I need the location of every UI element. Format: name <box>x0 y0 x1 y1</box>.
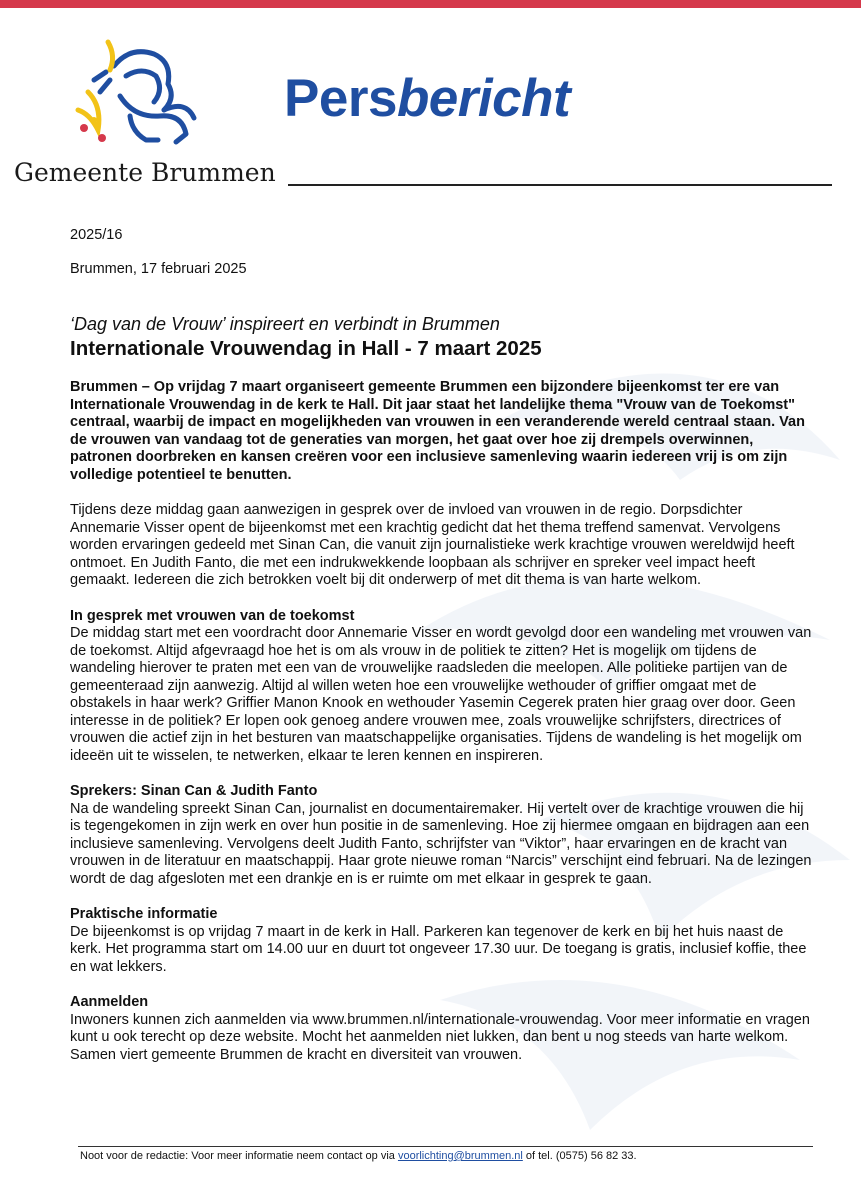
lead-paragraph: Brummen – Op vrijdag 7 maart organiseert gemeente Brummen een bijzondere bijeenkomst ter ere van Internationale Vrouwendag in de kerk te Hall. Dit jaar staat het landelijke thema "Vrouw van de Toekomst" centraal, waarbij de impact en mogelijkheden van vrouwen in een veranderende wereld centraal staan. Van de vrouwen van vandaag tot de generaties van morgen, het gaat over hoe zij drempels overwinnen, patronen doorbreken en kansen creëren voor een inclusieve samenleving waarin iedereen vrij is om zijn volledige potentieel te benutten. <box>70 379 805 483</box>
section-text: De bijeenkomst is op vrijdag 7 maart in de kerk in Hall. Parkeren kan tegenover de kerk en bij het huis naast de kerk. Het programma start om 14.00 uur en duurt tot ongeveer 17.30 uur. De toegang is gratis, inclusief koffie, thee en wat lekkers. <box>70 923 807 975</box>
article-body <box>70 379 814 1082</box>
editor-note <box>80 1150 637 1162</box>
persbericht-heading <box>284 68 570 129</box>
section-heading: Sprekers: Sinan Can & Judith Fanto <box>70 783 318 799</box>
footer-phone: of tel. (0575) 56 82 33. <box>522 1150 637 1162</box>
section <box>70 994 814 1064</box>
document-number: 2025/16 <box>70 227 123 243</box>
section-heading: Aanmelden <box>70 994 149 1010</box>
section <box>70 906 814 976</box>
footer-divider <box>78 1146 813 1147</box>
section-text: Na de wandeling spreekt Sinan Can, journalist en documentairemaker. Hij vertelt over de krachtige vrouwen die hij is tegengekomen in zijn werk en over hun positie in de samenleving. Hoe zij hiermee omgaan en bijdragen aan een inclusieve samenleving. Vervolgens deelt Judith Fanto, schrijfster van “Viktor”, haar ervaringen en de kracht van vrouwen in de literatuur en maatschappij. Haar grote nieuwe roman “Narcis” verschijnt eind februari. Na de lezingen wordt de dag afgesloten met een drankje en is er ruimte om met elkaar in gesprek te gaan. <box>70 800 812 887</box>
heading-part-2: bericht <box>396 69 571 128</box>
top-accent-bar <box>0 0 861 8</box>
section-heading: In gesprek met vrouwen van de toekomst <box>70 607 355 624</box>
section-heading: Praktische informatie <box>70 906 218 922</box>
section-text: De middag start met een voordracht door Annemarie Visser en wordt gevolgd door een wandeling met vrouwen van de toekomst. Altijd afgevraagd hoe het is om als vrouw in de politiek te zitten? Het is mogelijk om tijdens de wandeling hierover te praten met een van de vrouwelijke raadsleden die meelopen. Alle politieke partijen van de gemeenteraad zijn aanwezig. Altijd al willen weten hoe een vrouwelijke wethouder of griffier omgaat met de obstakels in haar werk? Griffier Manon Knook en wethouder Yasemin Cegerek praten hier graag over door. Geen interesse in de politiek? Er lopen ook genoeg andere vrouwen mee, zoals vrouwelijke schrijfsters, directrices of vrouwen die actief zijn in het besturen van maatschappelijke organisaties. Tijdens de wandeling is het mogelijk om ideeën uit te wisselen, te netwerken, elkaar te leren kennen en inspireren. <box>70 625 812 764</box>
dateline: Brummen, 17 februari 2025 <box>70 261 247 277</box>
article-subtitle: ‘Dag van de Vrouw’ inspireert en verbindt in Brummen <box>70 314 500 334</box>
article-title: Internationale Vrouwendag in Hall - 7 maart 2025 <box>70 337 542 360</box>
section-text: Inwoners kunnen zich aanmelden via www.brummen.nl/internationale-vrouwendag. Voor meer informatie en vragen kunt u ook terecht op deze website. Mocht het aanmelden niet lukken, dan bent u nog steeds van harte welkom. Samen viert gemeente Brummen de kracht en diversiteit van vrouwen. <box>70 1011 810 1063</box>
lion-logo-icon <box>72 36 202 148</box>
contact-email-link[interactable]: voorlichting@brummen.nl <box>397 1150 523 1162</box>
section <box>70 608 814 766</box>
section <box>70 783 814 888</box>
intro-paragraph: Tijdens deze middag gaan aanwezigen in gesprek over de invloed van vrouwen in de regio. Dorpsdichter Annemarie Visser opent de bijeenkomst met een krachtig gedicht dat het thema treffend samenvat. Vervolgens worden ervaringen gedeeld met Sinan Can, die vanuit zijn journalistieke werk krachtige vrouwen wereldwijd heeft ontmoet. En Judith Fanto, die met een indrukwekkende loopbaan als schrijver en spreker veel impact heeft gemaakt. Iedereen die zich betrokken voelt bij dit onderwerp of met dit thema is van harte welkom. <box>70 502 795 588</box>
gemeente-brummen-logo <box>12 36 276 196</box>
heading-part-1: Pers <box>284 69 397 128</box>
heading-divider <box>288 184 832 186</box>
logo-text: Gemeente Brummen <box>14 158 276 187</box>
footer-text: Noot voor de redactie: Voor meer informatie neem contact op via <box>80 1150 398 1162</box>
